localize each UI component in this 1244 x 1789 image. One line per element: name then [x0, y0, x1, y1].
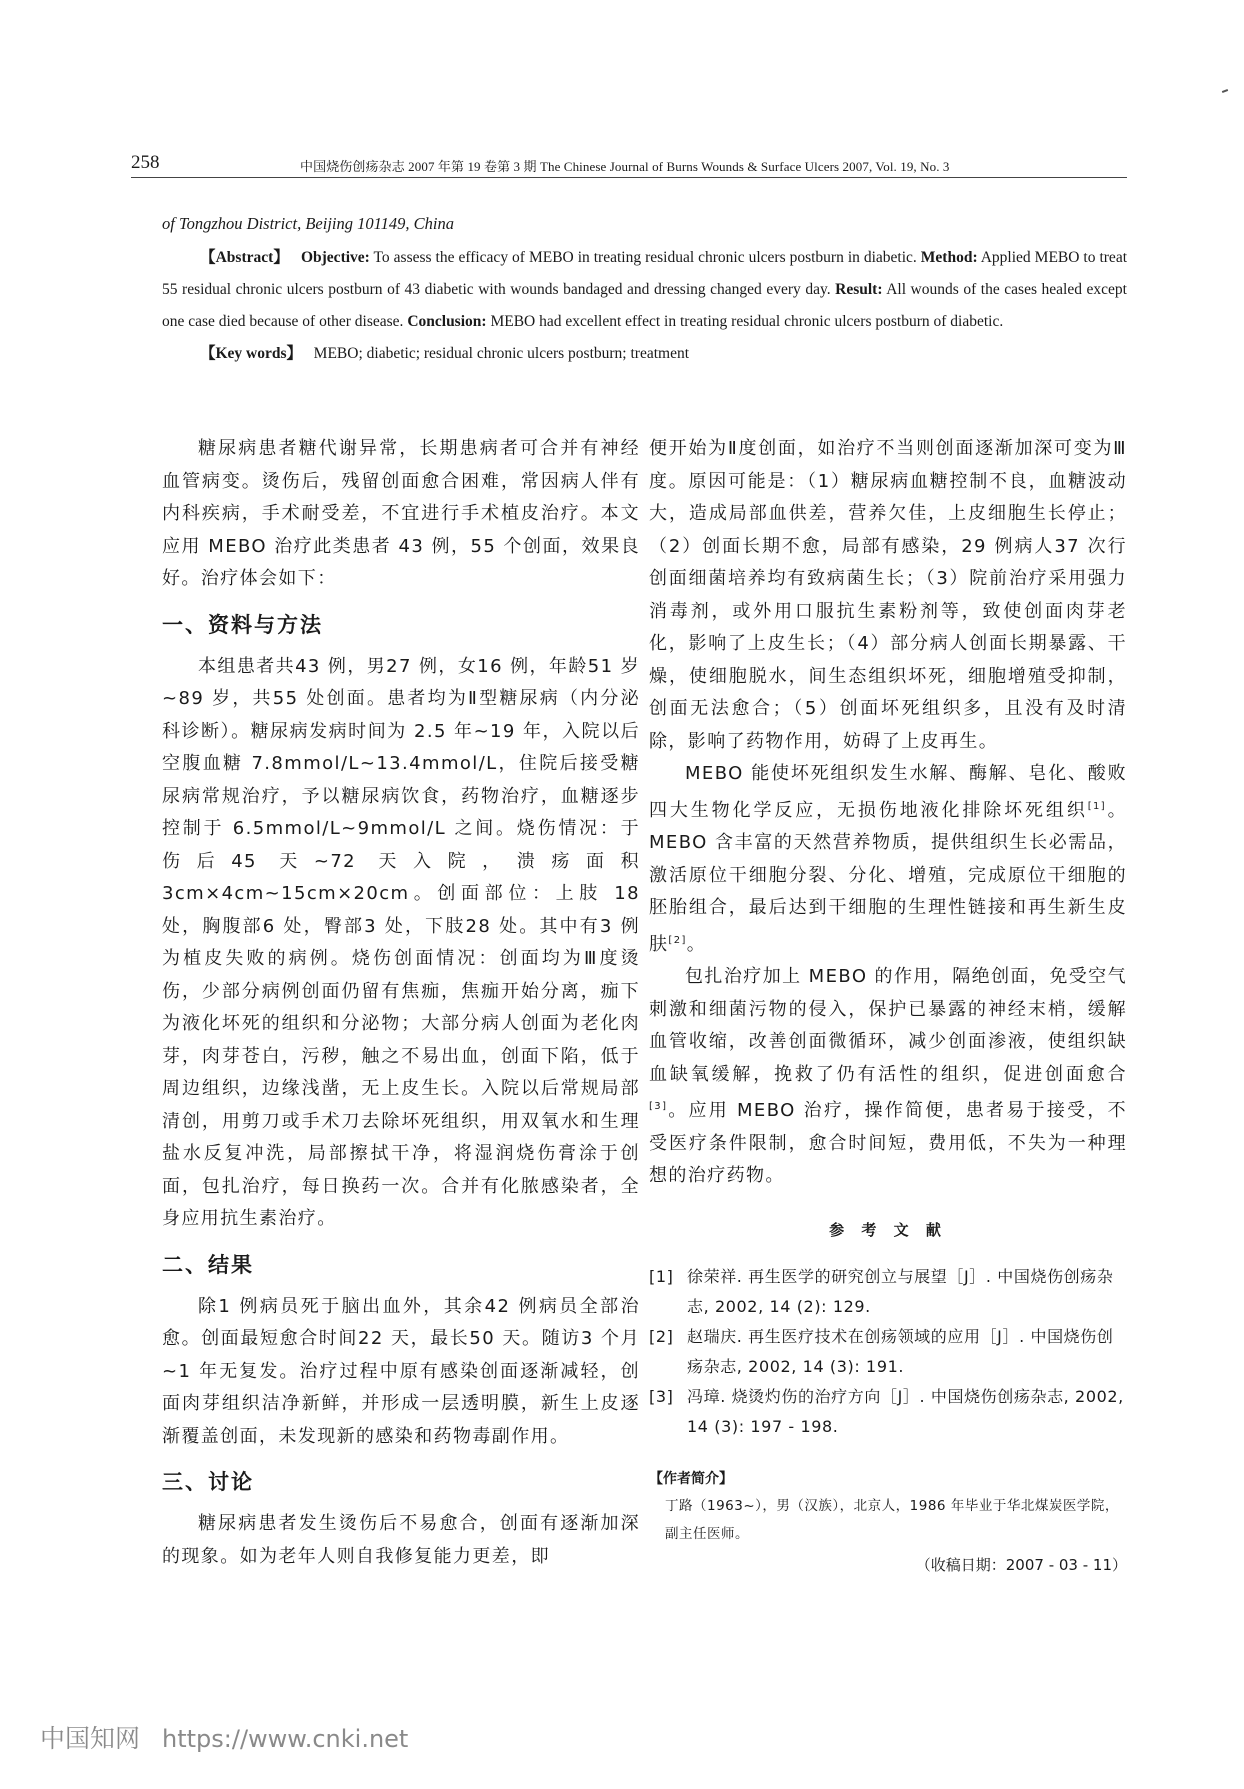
references-heading: 参 考 文 献 [829, 1220, 947, 1239]
reference-item [649, 1322, 1127, 1382]
reference-number: [2] [649, 1326, 674, 1346]
dressing-text-b: 。应用 MEBO 治疗，操作简便，患者易于接受，不受医疗条件限制，愈合时间短，费用低，不失为一种理想的治疗药物。 [649, 1100, 1127, 1186]
dressing-paragraph [649, 961, 1127, 1193]
reference-text: 冯璋. 烧烫灼伤的治疗方向［J］. 中国烧伤创疡杂志, 2002, 14 (3): 197 - 198. [687, 1386, 1124, 1436]
mebo-text-b: 。MEBO 含丰富的天然营养物质，提供组织生长必需品，激活原位干细胞分裂、分化、增殖，完成原位干细胞的胚胎组合，最后达到干细胞的生理性链接和再生新生皮肤 [649, 799, 1127, 955]
method-label: Method: [920, 249, 978, 266]
right-column [649, 433, 1127, 1575]
result-label: Result: [835, 281, 883, 298]
keywords-line [162, 338, 1127, 370]
cnki-watermark [40, 1719, 408, 1755]
author-affiliation: of Tongzhou District, Beijing 101149, China [162, 214, 454, 233]
reference-number: [3] [649, 1386, 674, 1406]
results-paragraph: 除1 例病员死于脑出血外，其余42 例病员全部治愈。创面最短愈合时间22 天，最长50 天。随访3 个月~1 年无复发。治疗过程中原有感染创面逐渐减轻，创面肉芽组织洁净新鲜，并形成一层透明膜，新生上皮逐渐覆盖创面，未发现新的感染和药物毒副作用。 [162, 1295, 640, 1447]
keywords-label: 【Key words】 [200, 345, 303, 362]
objective-text: To assess the efficacy of MEBO in treating residual chronic ulcers postburn in diabetic. [369, 249, 921, 266]
reference-number: [1] [649, 1266, 674, 1286]
methods-paragraph: 本组患者共43 例，男27 例，女16 例，年龄51 岁~89 岁，共55 处创面。患者均为Ⅱ型糖尿病（内分泌科诊断）。糖尿病发病时间为 2.5 年~19 年，入院以后空腹血糖 7.8mmol/L~13.4mmol/L，住院后接受糖尿病常规治疗，予以糖尿病饮食，药物治疗，血糖逐步控制于 6.5mmol/L~9mmol/L 之间。烧伤情况：于伤后45 天~72 天入院，溃疡面积 3cm×4cm~15cm×20cm。创面部位：上肢 18 处，胸腹部6 处，臀部3 处，下肢28 处。其中有3 例为植皮失败的病例。烧伤创面情况：创面均为Ⅲ度烫伤，少部分病例创面仍留有焦痂，焦痂开始分离，痂下为液化坏死的组织和分泌物；大部分病人创面为老化肉芽，肉芽苍白，污秽，触之不易出血，创面下陷，低于周边组织，边缘浅凿，无上皮生长。入院以后常规局部清创，用剪刀或手术刀去除坏死组织，用双氧水和生理盐水反复冲洗，局部擦拭干净，将湿润烧伤膏涂于创面，包扎治疗，每日换药一次。合并有化脓感染者，全身应用抗生素治疗。 [162, 655, 640, 1229]
author-bio-heading: 【作者简介】 [649, 1470, 733, 1487]
author-bio: 丁路（1963~），男（汉族），北京人，1986 年毕业于华北煤炭医学院，副主任医师。 [665, 1497, 1119, 1542]
english-abstract [162, 242, 1127, 370]
watermark-url: https://www.cnki.net [162, 1725, 409, 1753]
section-heading-discussion: 三、讨论 [162, 1470, 254, 1494]
left-column [162, 433, 640, 1573]
mebo-text-a: MEBO 能使坏死组织发生水解、酶解、皂化、酸败四大生物化学反应，无损伤地液化排除坏死组织 [649, 763, 1127, 821]
conclusion-label: Conclusion: [407, 313, 487, 330]
objective-label: Objective: [300, 249, 370, 266]
reference-text: 赵瑞庆. 再生医疗技术在创疡领域的应用［J］. 中国烧伤创疡杂志, 2002, 14 (3): 191. [687, 1326, 1114, 1376]
header-rule [131, 177, 1127, 178]
section-heading-results: 二、结果 [162, 1252, 254, 1277]
watermark-brand: 中国知网 [40, 1724, 141, 1753]
discussion-paragraph: 糖尿病患者发生烫伤后不易愈合，创面有逐渐加深的现象。如为老年人则自我修复能力更差，即 [162, 1513, 640, 1567]
result-text: All wounds of the cases healed except one case died because of other disease. [162, 281, 1127, 330]
mebo-text-c: 。 [686, 933, 707, 955]
reference-text: 徐荣祥. 再生医学的研究创立与展望［J］. 中国烧伤创疡杂志, 2002, 14 (2): 129. [687, 1266, 1114, 1316]
citation-1: [1] [1087, 800, 1107, 812]
section-heading-methods: 一、资料与方法 [162, 612, 323, 637]
reference-list [649, 1262, 1127, 1442]
dressing-text-a: 包扎治疗加上 MEBO 的作用，隔绝创面，免受空气刺激和细菌污物的侵入，保护已暴露的神经末梢，缓解血管收缩，改善创面微循环，减少创面渗液，使组织缺血缺氧缓解，挽救了仍有活性的组织，促进创面愈合 [649, 966, 1127, 1085]
reference-item [649, 1382, 1127, 1442]
received-date: （收稿日期：2007 - 03 - 11） [915, 1555, 1127, 1574]
method-text: Applied MEBO to treat 55 residual chronic ulcers postburn of 43 diabetic with wounds bandaged and dressing changed every day. [162, 249, 1127, 298]
keywords-text: MEBO; diabetic; residual chronic ulcers postburn; treatment [313, 345, 690, 362]
page-number: 258 [131, 152, 160, 173]
mebo-mechanism-paragraph [649, 758, 1127, 961]
citation-2: [2] [668, 934, 687, 946]
running-head: 中国烧伤创疡杂志 2007 年第 19 卷第 3 期 The Chinese Journal of Burns Wounds & Surface Ulcers 2007, Vol. 19, No. 3 [300, 159, 950, 174]
intro-paragraph: 糖尿病患者糖代谢异常，长期患病者可合并有神经血管病变。烫伤后，残留创面愈合困难，常因病人伴有内科疾病，手术耐受差，不宜进行手术植皮治疗。本文应用 MEBO 治疗此类患者 43 例，55 个创面，效果良好。治疗体会如下： [162, 438, 640, 589]
conclusion-text: MEBO had excellent effect in treating residual chronic ulcers postburn of diabetic. [486, 313, 1004, 330]
reference-item [649, 1262, 1127, 1322]
scan-mark [1222, 89, 1228, 93]
abstract-label: 【Abstract】 [200, 249, 290, 266]
citation-3: [3] [649, 1101, 668, 1112]
discussion-continued: 便开始为Ⅱ度创面，如治疗不当则创面逐渐加深可变为Ⅲ度。原因可能是：（1）糖尿病血糖控制不良，血糖波动大，造成局部血供差，营养欠佳，上皮细胞生长停止；（2）创面长期不愈，局部有感染，29 例病人37 次行创面细菌培养均有致病菌生长；（3）院前治疗采用强力消毒剂，或外用口服抗生素粉剂等，致使创面肉芽老化，影响了上皮生长；（4）部分病人创面长期暴露、干燥，使细胞脱水，间生态组织坏死，细胞增殖受抑制，创面无法愈合；（5）创面坏死组织多，且没有及时清除，影响了药物作用，妨碍了上皮再生。 [649, 438, 1127, 752]
abstract-paragraph [162, 242, 1127, 338]
